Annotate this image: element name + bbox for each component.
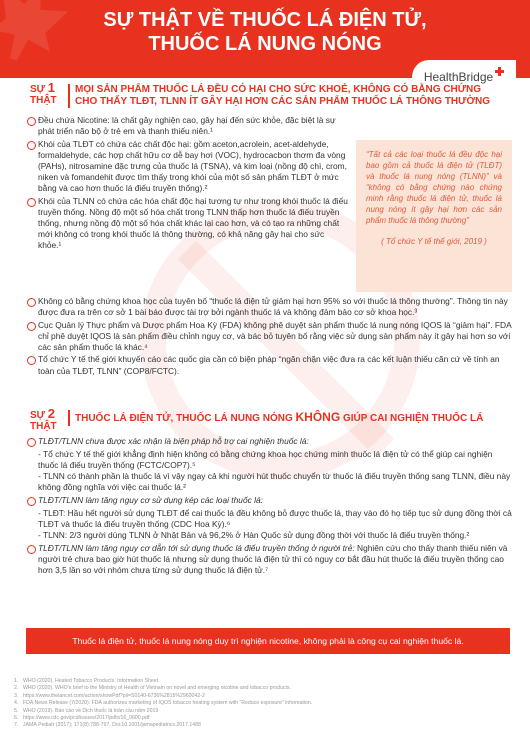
sub-item: - TLNN: 2/3 người dùng TLNN ở Nhật Bản và 96,2% ở Hàn Quốc sử dụng đồng thời với thuốc lá điếu truyền thống.² xyxy=(38,529,470,540)
reference-item: 2. WHO (2020). WHO’s brief to the Ministry of Health of Vietnam on novel and emerging nicotine and tobacco products. xyxy=(14,685,291,692)
sub-item: - TLNN có thành phần là thuốc lá vì vậy ngay cả khi người hút thuốc chuyển từ thuốc lá điếu truyền thống sang TLNN, điều này không đồng nghĩa với việc cai thuốc lá.² xyxy=(38,470,511,492)
healthbridge-logo: HealthBridge xyxy=(412,60,516,94)
list-item: TLĐT/TLNN chưa được xác nhận là biện pháp hỗ trợ cai nghiện thuốc lá: xyxy=(27,436,513,447)
list-item: Đều chứa Nicotine: là chất gây nghiện cao, gây hại đến sức khỏe, đặc biệt là sự phát triển não bộ ở trẻ em và thanh thiếu niên.¹ xyxy=(27,115,349,137)
summary-banner: Thuốc lá điện tử, thuốc lá nung nóng duy trì nghiện nicotine, không phải là công cụ cai nghiện thuốc lá. xyxy=(26,628,510,654)
list-item: Cục Quản lý Thực phẩm và Dược phẩm Hoa Kỳ (FDA) không phê duyệt sản phẩm thuốc lá nung nóng IQOS là “giảm hại”. FDA chỉ phê duyệt IQOS là sản phẩm điều chỉnh nguy cơ, và bác bỏ tuyên bố rằng việc sử dụng sản phẩm này ít gây hại hơn so với các sản phẩm thuốc lá khác.⁴ xyxy=(27,320,513,353)
list-item: TLĐT/TLNN làm tăng nguy cơ sử dụng kép các loại thuốc lá: xyxy=(27,495,513,506)
section1-label: SỰ 1 THẬT xyxy=(30,80,57,106)
reference-item: 1. WHO (2020). Heated Tobacco Products. Information Sheet. xyxy=(14,678,160,684)
section1-title: MỌI SẢN PHẨM THUỐC LÁ ĐỀU CÓ HẠI CHO SỨC KHOẺ, KHÔNG CÓ BẰNG CHỨNG CHO THẤY TLĐT, TLNN ÍT GÂY HẠI HƠN CÁC SẢN PHẨM THUỐC LÁ THÔNG THƯỜNG xyxy=(68,84,508,108)
cross-icon xyxy=(495,67,504,76)
list-item: TLĐT/TLNN làm tăng nguy cơ dẫn tới sử dụng thuốc lá điếu truyền thống ở người trẻ: Nghiên cứu cho thấy thanh thiếu niên và người trẻ chưa bao giờ hút thuốc lá nhưng sử dụng thuốc lá điện tử thì có nguy cơ bắt đầu hút thuốc lá điếu truyền thống cao hơn 3,5 lần so với nhóm chưa từng sử dụng thuốc lá điện tử.⁷ xyxy=(27,543,513,576)
list-item: Khói của TLNN có chứa các hóa chất độc hại tương tự như trong khói thuốc lá điếu truyền thống. Nồng độ một số hóa chất trong TLNN thấp hơn thuốc lá điếu truyền thống, nhưng nồng độ một số hóa chất khác lại cao hơn, và có tạo ra những chất mới không có trong khói thuốc lá thông thường, có khả năng gây hại cho sức khỏe.¹ xyxy=(27,196,349,251)
section2-label: SỰ 2 THẬT xyxy=(30,406,57,432)
list-item: Tổ chức Y tế thế giới khuyến cáo các quốc gia cần có biện pháp “ngăn chặn việc đưa ra các kết luận thiếu căn cứ về tính an toàn của TLĐT, TLNN” (COP8/FCTC). xyxy=(27,354,513,376)
section1-bullets-bottom xyxy=(27,296,513,378)
section1-bullets-top xyxy=(27,115,349,253)
reference-item: 3. https://www.thelancet.com/action/showPdf?pii=S0140-6736%2815%2960042-2 xyxy=(14,692,205,699)
reference-item: 4. FDA News Release (7/2020). FDA authorizes marketing of IQOS tobacco heating system with “Reduce exposure” information. xyxy=(14,700,313,707)
page-title: SỰ THẬT VỀ THUỐC LÁ ĐIỆN TỬ, THUỐC LÁ NUNG NÓNG xyxy=(103,9,427,55)
reference-item: 7. JAMA Pediatr (2017); 171(8):788-797. Doi:10.1001/jamapediatrics.2017.1488 xyxy=(14,722,201,729)
who-quote-box: “Tất cả các loại thuốc lá đều độc hại bao gồm cả thuốc lá điện tử (TLĐT) và thuốc lá nung nóng (TLNN)” và “không có bằng chứng nào chứng minh rằng thuốc lá điện tử, thuốc lá nung nóng ít gây hại hơn các sản phẩm thuốc lá thông thường” ( Tổ chức Y tế thế giới, 2019 ) xyxy=(356,140,512,292)
sub-item: - TLĐT: Hầu hết người sử dụng TLĐT để cai thuốc lá đều không bỏ được thuốc lá, thay vào đó họ tiếp tục sử dụng đồng thời cả TLĐT và thuốc lá điếu truyền thống (CDC Hoa Kỳ).⁶ xyxy=(38,507,512,529)
list-item: Không có bằng chứng khoa học của tuyên bố “thuốc lá điện tử giảm hại hơn 95% so với thuốc lá thông thường”. Thông tin này được đưa ra trên cơ sở 1 bài báo được tài trợ bởi ngành thuốc lá và không đảm bảo cơ sở khoa học.³ xyxy=(27,296,513,318)
reference-item: 6. https://www.cdc.gov/pcd/issues/2017/pdfs/16_0600.pdf xyxy=(14,715,150,722)
section2-bullets xyxy=(27,436,513,578)
list-item: Khói của TLĐT có chứa các chất độc hại: gồm aceton,acrolein, acet-aldehyde, formaldehyde, các hợp chất hữu cơ dễ bay hơi (VOC), hydrocacbon thơm đa vòng (PAHs), nitrosamine đặc trưng của thuốc lá (TSNA), và kim loại (nồng độ chì, crom, niken và fomandehit được tìm thấy trong khói của một số sản phẩm TLĐT ở mức bằng và cao hơn thuốc lá điếu truyền thống).² xyxy=(27,139,349,194)
sub-item: - Tổ chức Y tế thế giới khẳng định hiện không có bằng chứng khoa học chứng minh thuốc lá điện tử có thể giúp cai nghiện thuốc lá điếu truyền thống (FCTC/COP7).⁵ xyxy=(38,448,493,470)
reference-item: 5. WHO (2019). Báo cáo về Dịch thuốc lá toàn cầu năm 2019 xyxy=(14,707,159,714)
section2-title: THUỐC LÁ ĐIỆN TỬ, THUỐC LÁ NUNG NÓNG KHÔNG GIÚP CAI NGHIỆN THUỐC LÁ xyxy=(68,410,508,426)
references xyxy=(14,678,514,730)
